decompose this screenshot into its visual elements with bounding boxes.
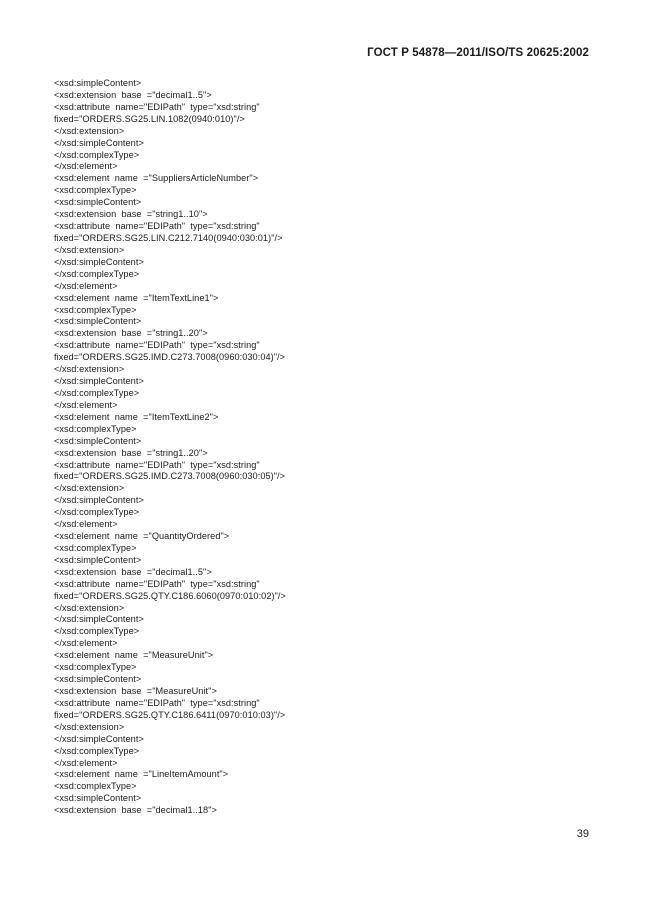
code-line: <xsd:element name ="LineItemAmount"> xyxy=(54,769,229,780)
code-line: <xsd:complexType> xyxy=(54,304,137,315)
code-line: <xsd:element name ="ItemTextLine1"> xyxy=(54,292,219,303)
code-line: <xsd:simpleContent> xyxy=(54,316,142,327)
code-line: </xsd:simpleContent> xyxy=(54,495,144,506)
code-line: <xsd:attribute name="EDIPath" type="xsd:string" xyxy=(54,221,260,232)
code-line: </xsd:complexType> xyxy=(54,507,140,518)
code-line: </xsd:extension> xyxy=(54,483,125,494)
code-line: <xsd:attribute name="EDIPath" type="xsd:string" xyxy=(54,578,260,589)
code-line: </xsd:simpleContent> xyxy=(54,733,144,744)
code-line: </xsd:complexType> xyxy=(54,745,140,756)
code-line: <xsd:attribute name="EDIPath" type="xsd:string" xyxy=(54,697,260,708)
code-line: <xsd:simpleContent> xyxy=(54,78,142,88)
code-line: <xsd:attribute name="EDIPath" type="xsd:string" xyxy=(54,101,260,112)
xsd-code-listing xyxy=(54,78,594,817)
code-line: <xsd:simpleContent> xyxy=(54,554,142,565)
code-line: </xsd:complexType> xyxy=(54,626,140,637)
code-line: <xsd:extension base ="string1..20"> xyxy=(54,447,208,458)
code-line: <xsd:extension base ="string1..10"> xyxy=(54,209,208,220)
code-line: </xsd:simpleContent> xyxy=(54,376,144,387)
code-line: <xsd:element name ="MeasureUnit"> xyxy=(54,650,214,661)
code-line: <xsd:extension base ="MeasureUnit"> xyxy=(54,686,217,697)
code-line: <xsd:complexType> xyxy=(54,185,137,196)
code-line: <xsd:simpleContent> xyxy=(54,674,142,685)
code-line: </xsd:element> xyxy=(54,399,118,410)
code-line: </xsd:extension> xyxy=(54,244,125,255)
code-line: <xsd:extension base ="decimal1..5"> xyxy=(54,89,212,100)
code-line: </xsd:extension> xyxy=(54,602,125,613)
code-line: </xsd:extension> xyxy=(54,364,125,375)
code-line: <xsd:simpleContent> xyxy=(54,435,142,446)
code-line: </xsd:extension> xyxy=(54,125,125,136)
code-line: </xsd:complexType> xyxy=(54,149,140,160)
code-line: </xsd:element> xyxy=(54,280,118,291)
code-line: <xsd:attribute name="EDIPath" type="xsd:string" xyxy=(54,340,260,351)
code-line: <xsd:element name ="QuantityOrdered"> xyxy=(54,531,230,542)
code-line: <xsd:complexType> xyxy=(54,542,137,553)
code-line: </xsd:complexType> xyxy=(54,387,140,398)
code-line: <xsd:extension base ="decimal1..5"> xyxy=(54,566,212,577)
code-line: <xsd:simpleContent> xyxy=(54,197,142,208)
code-line: </xsd:element> xyxy=(54,161,118,172)
code-line: </xsd:simpleContent> xyxy=(54,256,144,267)
code-line: fixed="ORDERS.SG25.LIN.1082(0940:010)"/> xyxy=(54,113,245,124)
code-line: fixed="ORDERS.SG25.QTY.C186.6060(0970:010:02)"/> xyxy=(54,590,286,601)
code-line: fixed="ORDERS.SG25.IMD.C273.7008(0960:030:04)"/> xyxy=(54,352,286,363)
code-line: </xsd:complexType> xyxy=(54,268,140,279)
code-line: </xsd:simpleContent> xyxy=(54,137,144,148)
code-line: <xsd:complexType> xyxy=(54,662,137,673)
code-line: </xsd:simpleContent> xyxy=(54,614,144,625)
code-line: <xsd:extension base ="decimal1..18"> xyxy=(54,805,217,816)
code-line: <xsd:complexType> xyxy=(54,781,137,792)
code-line: </xsd:element> xyxy=(54,638,118,649)
code-line: </xsd:element> xyxy=(54,757,118,768)
document-header: ГОСТ Р 54878—2011/ISO/TS 20625:2002 xyxy=(367,47,589,59)
code-line: <xsd:extension base ="string1..20"> xyxy=(54,328,208,339)
code-line: </xsd:extension> xyxy=(54,721,125,732)
page-number: 39 xyxy=(576,828,589,840)
code-line: fixed="ORDERS.SG25.QTY.C186.6411(0970:010:03)"/> xyxy=(54,709,286,720)
code-line: </xsd:element> xyxy=(54,519,118,530)
code-line: <xsd:complexType> xyxy=(54,423,137,434)
code-line: <xsd:element name ="SuppliersArticleNumber"> xyxy=(54,173,259,184)
code-line: fixed="ORDERS.SG25.IMD.C273.7008(0960:030:05)"/> xyxy=(54,471,286,482)
code-line: fixed="ORDERS.SG25.LIN.C212.7140(0940:030:01)"/> xyxy=(54,232,283,243)
code-line: <xsd:element name ="ItemTextLine2"> xyxy=(54,411,219,422)
code-line: <xsd:attribute name="EDIPath" type="xsd:string" xyxy=(54,459,260,470)
code-line: <xsd:simpleContent> xyxy=(54,793,142,804)
